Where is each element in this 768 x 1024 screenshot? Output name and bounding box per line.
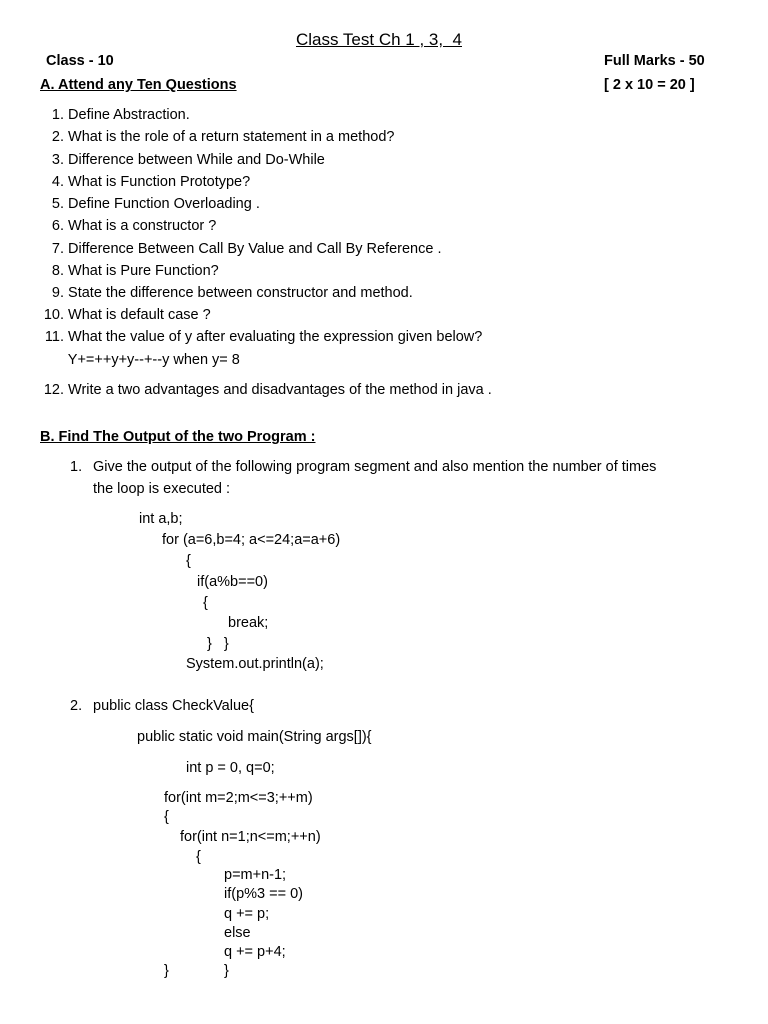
code-line: else <box>224 925 251 941</box>
question-item <box>38 197 260 212</box>
question-item <box>38 130 394 145</box>
question-item <box>38 330 482 345</box>
question-item <box>38 242 441 257</box>
question-item <box>38 153 325 168</box>
question-text: What is Function Prototype? <box>68 174 251 190</box>
question-number: 4. <box>51 174 64 190</box>
question-number: 12. <box>43 382 64 398</box>
question-text: Write a two advantages and disadvantages of the method in java . <box>68 382 492 398</box>
code-line: for(int n=1;n<=m;++n) <box>180 829 321 845</box>
question-item <box>38 286 413 301</box>
code-line: public static void main(String args[]){ <box>137 729 372 745</box>
question-number: 7. <box>51 241 64 257</box>
code-line: break; <box>228 615 269 631</box>
question-text: Define Abstraction. <box>68 107 190 123</box>
code-line: System.out.println(a); <box>186 656 324 672</box>
code-line: for (a=6,b=4; a<=24;a=a+6) <box>162 532 341 548</box>
code-line: q += p; <box>224 906 270 922</box>
question-number: 1. <box>51 107 64 123</box>
question-text: Difference Between Call By Value and Call By Reference . <box>68 241 442 257</box>
code-line: { <box>186 553 191 569</box>
q1-number: 1. <box>70 459 83 475</box>
question-number: 3. <box>51 152 64 168</box>
question-item <box>38 308 211 323</box>
section-a-heading: A. Attend any Ten Questions <box>40 77 237 93</box>
code-line: } } <box>207 636 229 652</box>
code-line: p=m+n-1; <box>224 867 287 883</box>
section-a-marks: [ 2 x 10 = 20 ] <box>604 77 695 93</box>
q1-text-line1: Give the output of the following program segment and also mention the number of times <box>93 459 657 475</box>
question-expression <box>38 353 240 368</box>
question-item <box>38 175 250 190</box>
question-number: 11. <box>44 329 64 345</box>
code-line: int p = 0, q=0; <box>186 760 275 776</box>
question-item <box>38 108 190 123</box>
question-text: Y+=++y+y--+--y when y= 8 <box>67 352 240 368</box>
question-number: 8. <box>51 263 64 279</box>
full-marks-label: Full Marks - 50 <box>604 53 705 69</box>
code-line: for(int m=2;m<=3;++m) <box>164 790 313 806</box>
code-line: { <box>164 809 169 825</box>
code-line: int a,b; <box>139 511 183 527</box>
question-text: What is default case ? <box>68 307 211 323</box>
question-number: 2. <box>51 129 64 145</box>
question-text: What the value of y after evaluating the expression given below? <box>68 329 483 345</box>
question-text: What is the role of a return statement in a method? <box>68 129 395 145</box>
question-text: What is Pure Function? <box>68 263 219 279</box>
question-text: State the difference between constructor and method. <box>68 285 413 301</box>
section-b-heading: B. Find The Output of the two Program : <box>40 429 316 445</box>
q2-text: public class CheckValue{ <box>93 698 254 714</box>
code-line: } <box>164 963 169 979</box>
question-number: 6. <box>51 218 64 234</box>
question-number: 9. <box>51 285 64 301</box>
question-item <box>38 383 492 398</box>
code-line: if(a%b==0) <box>197 574 268 590</box>
q1-text-line2: the loop is executed : <box>93 481 231 497</box>
question-text: What is a constructor ? <box>68 218 217 234</box>
question-item <box>38 264 219 279</box>
page-title: Class Test Ch 1 , 3, 4 <box>296 30 462 49</box>
question-number: 5. <box>51 196 64 212</box>
question-text: Difference between While and Do-While <box>68 152 325 168</box>
class-label: Class - 10 <box>46 53 114 69</box>
code-line: if(p%3 == 0) <box>224 886 303 902</box>
code-line: } <box>224 963 229 979</box>
code-line: q += p+4; <box>224 944 286 960</box>
code-line: { <box>203 595 208 611</box>
question-item <box>38 219 216 234</box>
code-line: { <box>196 849 201 865</box>
question-number: 10. <box>43 307 64 323</box>
question-text: Define Function Overloading . <box>68 196 260 212</box>
q2-number: 2. <box>70 698 83 714</box>
